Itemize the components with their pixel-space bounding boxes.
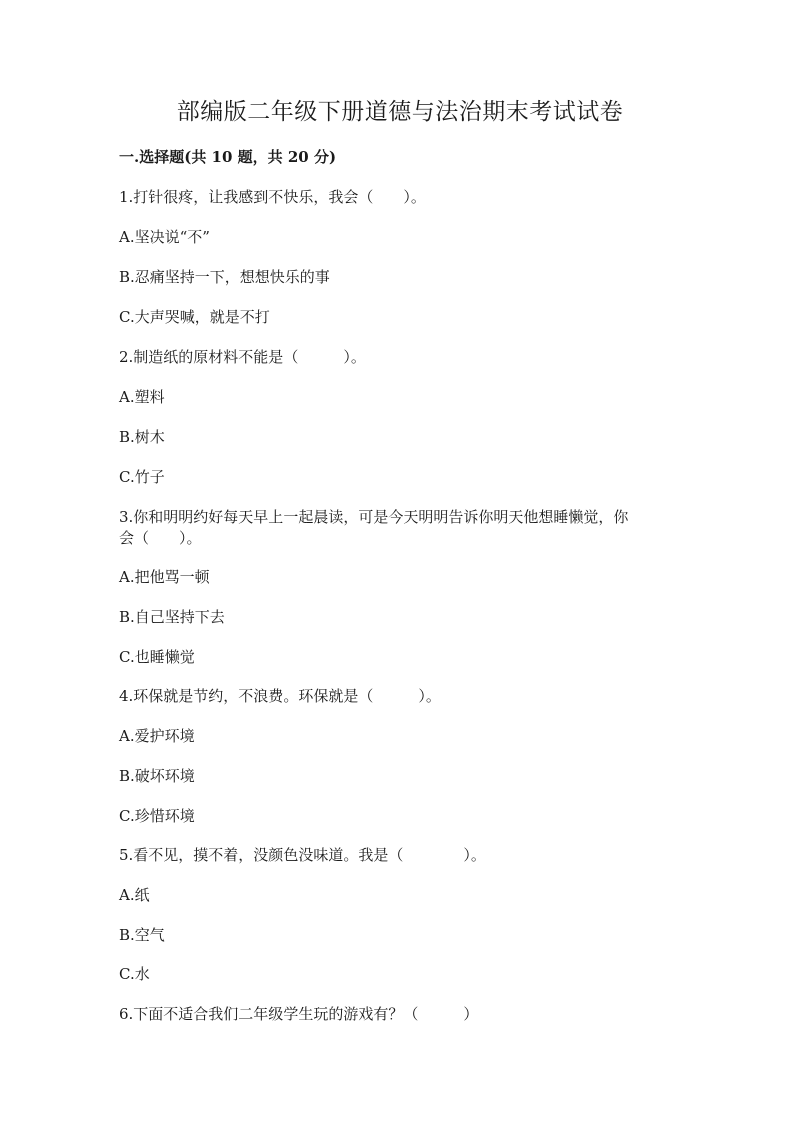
question-1-option-b: B.忍痛坚持一下，想想快乐的事 <box>119 268 330 286</box>
question-1-option-a: A.坚决说“不” <box>119 228 210 246</box>
question-3-option-b: B.自己坚持下去 <box>119 608 225 626</box>
question-4-option-b: B.破坏环境 <box>119 767 195 785</box>
question-2-stem: 2.制造纸的原材料不能是（ ）。 <box>119 348 366 366</box>
question-3-option-a: A.把他骂一顿 <box>119 568 210 586</box>
question-4-option-a: A.爱护环境 <box>119 727 195 745</box>
exam-title: 部编版二年级下册道德与法治期末考试试卷 <box>176 99 624 125</box>
section-heading: 一.选择题(共 10 题，共 20 分) <box>119 148 337 166</box>
question-1-option-c: C.大声哭喊，就是不打 <box>119 308 270 326</box>
question-5-option-b: B.空气 <box>119 926 165 944</box>
question-3-stem-line-1: 3.你和明明约好每天早上一起晨读，可是今天明明告诉你明天他想睡懒觉，你 <box>119 508 629 526</box>
question-2-option-a: A.塑料 <box>119 388 165 406</box>
question-4-option-c: C.珍惜环境 <box>119 807 195 825</box>
question-1-stem: 1.打针很疼，让我感到不快乐，我会（ ）。 <box>119 188 426 206</box>
question-5-option-c: C.水 <box>119 965 150 983</box>
question-5-stem: 5.看不见，摸不着，没颜色没味道。我是（ ）。 <box>119 846 486 864</box>
question-3-option-c: C.也睡懒觉 <box>119 648 195 666</box>
question-3-stem-line-2: 会（ ）。 <box>119 529 202 547</box>
question-2-option-b: B.树木 <box>119 428 165 446</box>
question-6-stem: 6.下面不适合我们二年级学生玩的游戏有？（ ） <box>119 1005 479 1023</box>
question-2-option-c: C.竹子 <box>119 468 165 486</box>
question-4-stem: 4.环保就是节约，不浪费。环保就是（ ）。 <box>119 687 441 705</box>
question-5-option-a: A.纸 <box>119 886 150 904</box>
